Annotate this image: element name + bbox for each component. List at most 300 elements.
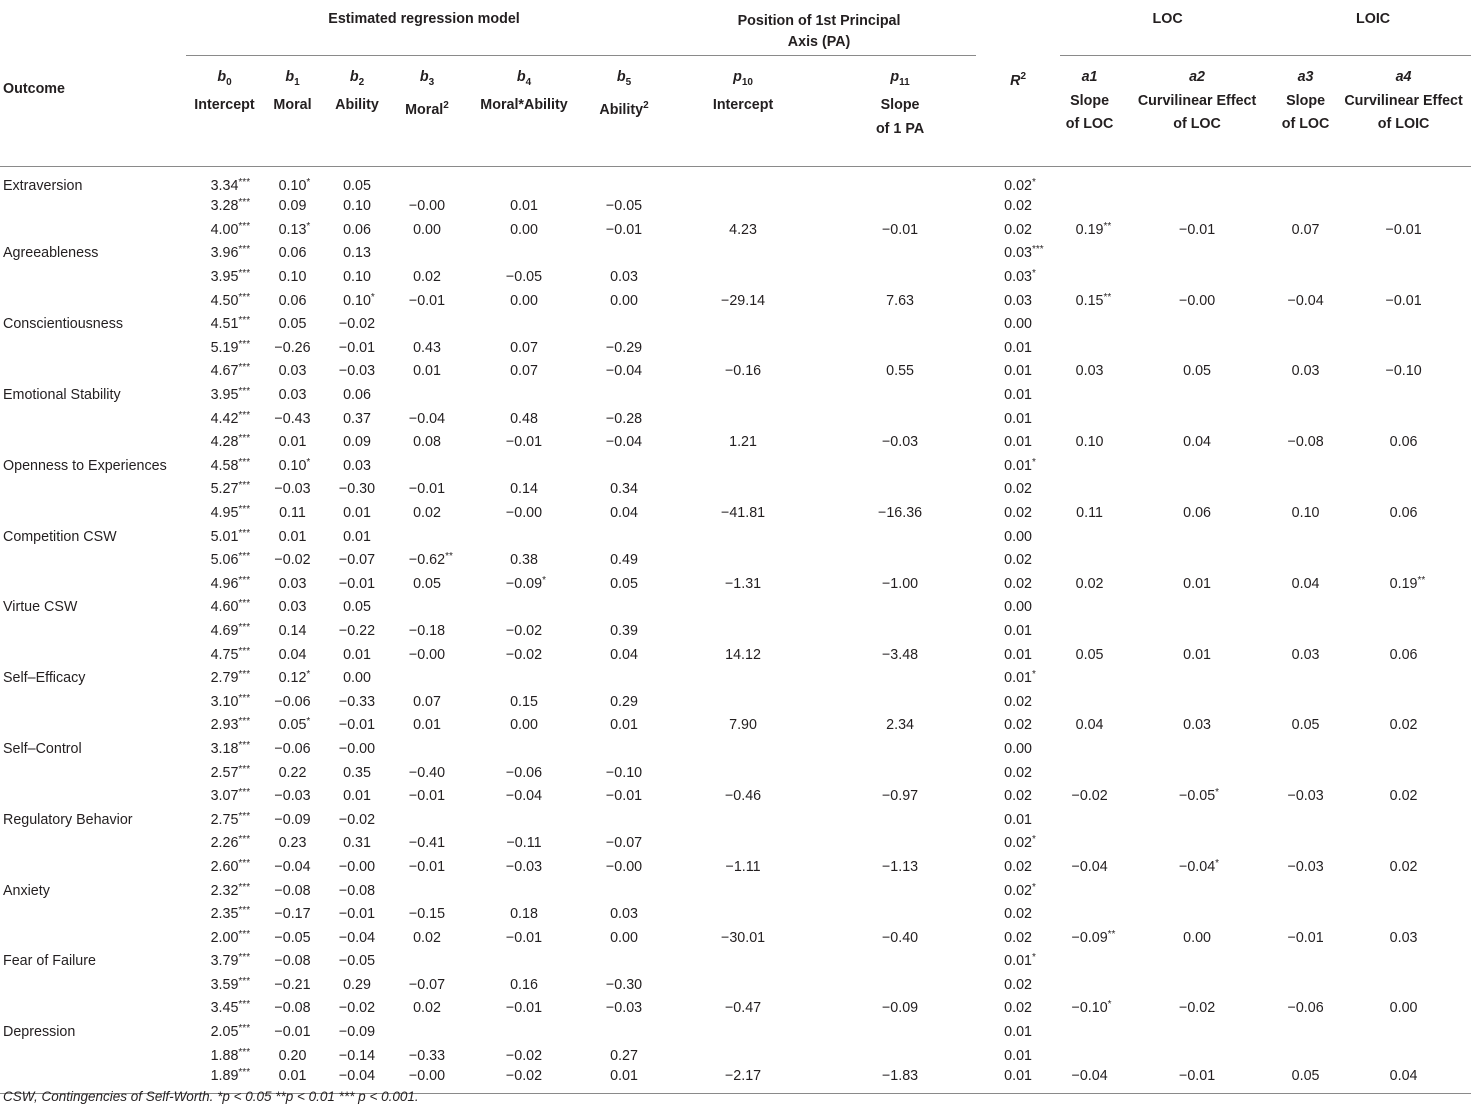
cell-value bbox=[413, 504, 441, 522]
cell-a3 bbox=[1275, 997, 1336, 1021]
cell-value bbox=[343, 787, 371, 805]
cell-number: 0.10 bbox=[278, 269, 307, 286]
cell-a1 bbox=[1060, 619, 1119, 643]
cell-value bbox=[339, 339, 375, 357]
cell-b3 bbox=[392, 265, 462, 289]
cell-a2 bbox=[1119, 997, 1275, 1021]
cell-value bbox=[506, 1047, 542, 1065]
cell-b5 bbox=[586, 195, 662, 219]
cell-a1 bbox=[1060, 430, 1119, 454]
cell-number: 0.27 bbox=[610, 1047, 638, 1064]
cell-number: 3.95 bbox=[210, 387, 239, 404]
cell-number: −2.17 bbox=[724, 1068, 762, 1085]
cell-value bbox=[510, 362, 538, 380]
cell-value bbox=[1004, 929, 1032, 947]
cell-b3 bbox=[392, 619, 462, 643]
table-row bbox=[0, 808, 1471, 832]
cell-value bbox=[279, 433, 307, 451]
cell-b0 bbox=[186, 360, 263, 384]
cell-value bbox=[510, 197, 538, 215]
cell-p11 bbox=[824, 997, 976, 1021]
cell-b4 bbox=[462, 666, 586, 690]
cell-value bbox=[506, 504, 542, 522]
cell-b2 bbox=[322, 997, 392, 1021]
cell-number: 0.29 bbox=[343, 976, 371, 993]
cell-p10 bbox=[662, 1044, 824, 1068]
cell-b2 bbox=[322, 619, 392, 643]
cell-a3 bbox=[1275, 166, 1336, 195]
cell-number: −0.00 bbox=[338, 858, 376, 875]
cell-number: −0.05 bbox=[1178, 788, 1216, 805]
cell-value bbox=[1004, 292, 1032, 310]
cell-p11 bbox=[824, 218, 976, 242]
cell-b3 bbox=[392, 808, 462, 832]
cell-value bbox=[409, 905, 445, 923]
cell-value bbox=[1390, 999, 1418, 1017]
cell-number: 4.69 bbox=[210, 622, 239, 639]
significance-marker: *** bbox=[238, 669, 251, 681]
cell-b2 bbox=[322, 218, 392, 242]
column-symbol-letter: R bbox=[1010, 73, 1021, 90]
cell-p11 bbox=[824, 501, 976, 525]
cell-number: 0.04 bbox=[1075, 717, 1104, 734]
cell-p11 bbox=[824, 832, 976, 856]
cell-value bbox=[1004, 787, 1032, 805]
cell-r2 bbox=[976, 666, 1060, 690]
cell-number: 0.00 bbox=[413, 221, 441, 238]
cell-b1 bbox=[263, 525, 322, 549]
cell-value bbox=[274, 858, 310, 876]
cell-value bbox=[343, 221, 371, 239]
cell-value bbox=[506, 646, 542, 664]
cell-b5 bbox=[586, 1044, 662, 1068]
cell-b5 bbox=[586, 289, 662, 313]
cell-value bbox=[1076, 575, 1104, 593]
cell-b4 bbox=[462, 808, 586, 832]
cell-b4 bbox=[462, 525, 586, 549]
cell-b1 bbox=[263, 784, 322, 808]
cell-number: −0.30 bbox=[338, 481, 376, 498]
cell-value bbox=[339, 1023, 375, 1041]
table-row bbox=[0, 166, 1471, 195]
cell-value bbox=[210, 527, 251, 546]
cell-value bbox=[882, 1067, 918, 1085]
cell-value bbox=[1004, 669, 1036, 687]
cell-b5 bbox=[586, 548, 662, 572]
outcome-label bbox=[0, 902, 186, 926]
cell-value bbox=[721, 929, 765, 947]
cell-r2 bbox=[976, 166, 1060, 195]
significance-marker: ** bbox=[1417, 574, 1426, 586]
cell-a4 bbox=[1336, 289, 1471, 313]
cell-b2 bbox=[322, 548, 392, 572]
cell-a2 bbox=[1119, 501, 1275, 525]
cell-number: 0.03 bbox=[1291, 646, 1320, 663]
cell-p10 bbox=[662, 950, 824, 974]
cell-value bbox=[1390, 787, 1418, 805]
cell-number: 0.01 bbox=[343, 528, 371, 545]
cell-b5 bbox=[586, 855, 662, 879]
cell-value bbox=[721, 504, 765, 522]
cell-value bbox=[210, 1023, 251, 1041]
cell-b3 bbox=[392, 926, 462, 950]
cell-number: −0.02 bbox=[505, 646, 543, 663]
cell-number: 0.05 bbox=[610, 575, 638, 592]
cell-r2 bbox=[976, 832, 1060, 856]
cell-value bbox=[274, 905, 310, 923]
cell-a4 bbox=[1336, 195, 1471, 219]
cell-b0 bbox=[186, 808, 263, 832]
cell-value bbox=[279, 834, 307, 852]
cell-value bbox=[1292, 1067, 1320, 1085]
table-row bbox=[0, 195, 1471, 219]
cell-value bbox=[510, 410, 538, 428]
cell-number: 2.05 bbox=[210, 1024, 239, 1041]
cell-b5 bbox=[586, 926, 662, 950]
cell-a3 bbox=[1275, 312, 1336, 336]
cell-value bbox=[1071, 858, 1107, 876]
cell-a2 bbox=[1119, 761, 1275, 785]
cell-value bbox=[279, 1067, 307, 1085]
cell-value bbox=[729, 716, 757, 734]
cell-number: 3.28 bbox=[210, 198, 239, 215]
cell-number: 0.00 bbox=[610, 929, 638, 946]
cell-value bbox=[210, 1067, 251, 1085]
column-description: Ability bbox=[335, 97, 379, 114]
significance-marker: *** bbox=[238, 621, 251, 633]
cell-value bbox=[1287, 787, 1323, 805]
column-symbol bbox=[1298, 69, 1314, 85]
cell-b4 bbox=[462, 195, 586, 219]
cell-b2 bbox=[322, 643, 392, 667]
cell-number: −0.01 bbox=[274, 1024, 311, 1041]
cell-a2 bbox=[1119, 666, 1275, 690]
cell-value bbox=[510, 551, 538, 569]
significance-marker: *** bbox=[238, 551, 251, 563]
cell-number: −0.09 bbox=[274, 811, 311, 828]
cell-number: −41.81 bbox=[720, 505, 766, 522]
cell-a2 bbox=[1119, 383, 1275, 407]
cell-a1 bbox=[1060, 1067, 1119, 1094]
cell-a1 bbox=[1060, 265, 1119, 289]
cell-a4 bbox=[1336, 902, 1471, 926]
column-symbol bbox=[217, 69, 232, 88]
column-header-b4 bbox=[462, 56, 586, 167]
cell-value bbox=[343, 268, 371, 286]
cell-b0 bbox=[186, 619, 263, 643]
significance-marker: *** bbox=[238, 645, 251, 657]
cell-a4 bbox=[1336, 784, 1471, 808]
column-header-b3 bbox=[392, 56, 462, 167]
cell-a4 bbox=[1336, 666, 1471, 690]
significance-marker: * bbox=[1031, 952, 1036, 964]
cell-number: 0.07 bbox=[510, 339, 538, 356]
cell-value bbox=[1292, 362, 1320, 380]
cell-number: 1.21 bbox=[729, 434, 757, 451]
cell-value bbox=[210, 952, 251, 970]
cell-b0 bbox=[186, 265, 263, 289]
cell-a1 bbox=[1060, 360, 1119, 384]
cell-number: −0.97 bbox=[881, 788, 919, 805]
cell-a2 bbox=[1119, 166, 1275, 195]
cell-value bbox=[506, 268, 542, 286]
cell-a3 bbox=[1275, 973, 1336, 997]
cell-b4 bbox=[462, 902, 586, 926]
cell-value bbox=[413, 716, 441, 734]
cell-p10 bbox=[662, 997, 824, 1021]
cell-r2 bbox=[976, 360, 1060, 384]
significance-marker: * bbox=[1107, 999, 1112, 1011]
cell-b1 bbox=[263, 218, 322, 242]
cell-value bbox=[1004, 433, 1032, 451]
cell-b1 bbox=[263, 289, 322, 313]
cell-b0 bbox=[186, 454, 263, 478]
table-row bbox=[0, 690, 1471, 714]
significance-marker: * bbox=[1215, 787, 1220, 799]
cell-a2 bbox=[1119, 548, 1275, 572]
significance-marker: ** bbox=[1103, 291, 1112, 303]
cell-a1 bbox=[1060, 166, 1119, 195]
cell-number: 0.02 bbox=[1004, 552, 1032, 569]
cell-value bbox=[606, 834, 642, 852]
cell-p10 bbox=[662, 289, 824, 313]
cell-b4 bbox=[462, 1044, 586, 1068]
cell-p10 bbox=[662, 336, 824, 360]
significance-marker: *** bbox=[238, 1023, 251, 1035]
cell-b2 bbox=[322, 383, 392, 407]
cell-value bbox=[1183, 716, 1211, 734]
cell-a1 bbox=[1060, 784, 1119, 808]
column-description: Curvilinear Effect bbox=[1344, 92, 1463, 109]
cell-number: −0.05 bbox=[338, 953, 376, 970]
cell-p10 bbox=[662, 832, 824, 856]
cell-b4 bbox=[462, 1067, 586, 1094]
cell-value bbox=[1292, 221, 1320, 239]
cell-number: −0.00 bbox=[408, 198, 446, 215]
cell-value bbox=[1004, 480, 1032, 498]
cell-number: −0.11 bbox=[506, 835, 542, 852]
cell-number: 0.03 bbox=[1004, 292, 1032, 309]
table-row bbox=[0, 265, 1471, 289]
cell-number: 0.03 bbox=[1075, 363, 1104, 380]
cell-number: 0.00 bbox=[1004, 316, 1032, 333]
column-header-a2 bbox=[1119, 56, 1275, 167]
cell-value bbox=[210, 220, 251, 239]
cell-number: 4.51 bbox=[210, 316, 239, 333]
cell-value bbox=[339, 480, 375, 498]
cell-value bbox=[725, 999, 761, 1017]
cell-number: −0.05 bbox=[505, 269, 543, 286]
cell-value bbox=[725, 362, 761, 380]
cell-number: 0.04 bbox=[1291, 575, 1320, 592]
cell-number: 0.01 bbox=[1004, 622, 1032, 639]
significance-marker: *** bbox=[238, 975, 251, 987]
cell-a2 bbox=[1119, 879, 1275, 903]
cell-number: −0.01 bbox=[408, 858, 446, 875]
cell-a1 bbox=[1060, 926, 1119, 950]
cell-value bbox=[1004, 386, 1032, 404]
cell-p11 bbox=[824, 312, 976, 336]
cell-a1 bbox=[1060, 336, 1119, 360]
significance-marker: *** bbox=[238, 952, 251, 964]
cell-number: 0.31 bbox=[343, 835, 371, 852]
cell-p11 bbox=[824, 902, 976, 926]
cell-a4 bbox=[1336, 950, 1471, 974]
cell-b3 bbox=[392, 997, 462, 1021]
cell-number: 3.34 bbox=[210, 177, 239, 194]
cell-value bbox=[606, 999, 642, 1017]
cell-value bbox=[606, 858, 642, 876]
cell-a3 bbox=[1275, 383, 1336, 407]
cell-a4 bbox=[1336, 336, 1471, 360]
cell-value bbox=[1292, 716, 1320, 734]
cell-number: −0.28 bbox=[605, 410, 643, 427]
column-symbol-letter: b bbox=[349, 69, 359, 85]
cell-value bbox=[886, 716, 914, 734]
cell-r2 bbox=[976, 714, 1060, 738]
cell-number: −0.06 bbox=[505, 764, 543, 781]
cell-a3 bbox=[1275, 525, 1336, 549]
cell-a1 bbox=[1060, 973, 1119, 997]
cell-p11 bbox=[824, 407, 976, 431]
cell-number: 5.01 bbox=[210, 528, 239, 545]
cell-b3 bbox=[392, 643, 462, 667]
significance-marker: *** bbox=[238, 480, 251, 492]
cell-a1 bbox=[1060, 643, 1119, 667]
column-symbol bbox=[616, 69, 632, 88]
cell-number: 0.09 bbox=[278, 198, 307, 215]
cell-value bbox=[210, 504, 251, 522]
outcome-label: Virtue CSW bbox=[3, 599, 78, 616]
cell-p10 bbox=[662, 690, 824, 714]
cell-p11 bbox=[824, 714, 976, 738]
cell-value bbox=[725, 787, 761, 805]
cell-number: 0.01 bbox=[278, 528, 307, 545]
cell-number: 0.02 bbox=[1389, 717, 1418, 734]
cell-value bbox=[279, 244, 307, 262]
cell-b2 bbox=[322, 242, 392, 266]
outcome-label bbox=[0, 478, 186, 502]
cell-value bbox=[413, 693, 441, 711]
cell-number: 0.04 bbox=[1389, 1068, 1418, 1085]
cell-number: 1.89 bbox=[210, 1068, 239, 1085]
cell-a1 bbox=[1060, 596, 1119, 620]
cell-number: 0.10 bbox=[343, 292, 371, 309]
cell-b1 bbox=[263, 879, 322, 903]
table-row bbox=[0, 336, 1471, 360]
cell-value bbox=[408, 551, 453, 569]
cell-value bbox=[1004, 339, 1032, 357]
cell-a2 bbox=[1119, 525, 1275, 549]
cell-number: −0.03 bbox=[274, 788, 311, 805]
cell-number: 0.01 bbox=[1004, 434, 1032, 451]
cell-number: 0.01 bbox=[1004, 457, 1032, 474]
cell-a1 bbox=[1060, 879, 1119, 903]
cell-number: −0.03 bbox=[605, 1000, 643, 1017]
cell-a4 bbox=[1336, 242, 1471, 266]
cell-value bbox=[339, 952, 375, 970]
cell-a4 bbox=[1336, 218, 1471, 242]
cell-number: 0.06 bbox=[1389, 434, 1418, 451]
cell-b3 bbox=[392, 242, 462, 266]
cell-number: −0.10 bbox=[1385, 363, 1422, 380]
cell-number: −0.01 bbox=[338, 339, 376, 356]
cell-number: 0.02 bbox=[1389, 858, 1418, 875]
cell-value bbox=[343, 177, 371, 195]
cell-b0 bbox=[186, 1044, 263, 1068]
cell-p11 bbox=[824, 950, 976, 974]
table-row bbox=[0, 525, 1471, 549]
cell-number: −0.07 bbox=[408, 976, 446, 993]
significance-marker: * bbox=[1215, 857, 1220, 869]
cell-number: 4.58 bbox=[210, 457, 239, 474]
cell-value bbox=[1179, 221, 1215, 239]
cell-p11 bbox=[824, 879, 976, 903]
cell-value bbox=[210, 716, 251, 734]
significance-marker: ** bbox=[1103, 220, 1112, 232]
cell-value bbox=[279, 575, 307, 593]
cell-value bbox=[339, 362, 375, 380]
column-symbol-subscript: 3 bbox=[428, 76, 435, 88]
cell-number: 3.79 bbox=[210, 953, 239, 970]
cell-number: 4.60 bbox=[210, 599, 239, 616]
cell-b2 bbox=[322, 1044, 392, 1068]
cell-r2 bbox=[976, 501, 1060, 525]
cell-number: 0.01 bbox=[1004, 670, 1032, 687]
cell-a4 bbox=[1336, 690, 1471, 714]
table-row bbox=[0, 1020, 1471, 1044]
cell-value bbox=[506, 858, 542, 876]
cell-value bbox=[610, 504, 638, 522]
cell-a3 bbox=[1275, 242, 1336, 266]
cell-b2 bbox=[322, 454, 392, 478]
cell-p10 bbox=[662, 714, 824, 738]
cell-b0 bbox=[186, 525, 263, 549]
cell-a2 bbox=[1119, 950, 1275, 974]
cell-a4 bbox=[1336, 166, 1471, 195]
cell-number: −29.14 bbox=[720, 292, 766, 309]
column-header-label: Outcome bbox=[3, 80, 65, 97]
table-row bbox=[0, 312, 1471, 336]
cell-number: −0.40 bbox=[881, 929, 919, 946]
column-symbol-letter: a2 bbox=[1189, 69, 1206, 85]
cell-value bbox=[1004, 410, 1032, 428]
cell-number: 2.34 bbox=[886, 717, 914, 734]
cell-number: 7.90 bbox=[729, 717, 757, 734]
cell-value bbox=[725, 646, 761, 664]
cell-b3 bbox=[392, 950, 462, 974]
cell-p11 bbox=[824, 643, 976, 667]
cell-number: −0.07 bbox=[605, 835, 643, 852]
cell-b4 bbox=[462, 454, 586, 478]
column-header-b0 bbox=[186, 56, 263, 167]
cell-a2 bbox=[1119, 289, 1275, 313]
cell-b1 bbox=[263, 973, 322, 997]
cell-value bbox=[339, 905, 375, 923]
cell-value bbox=[610, 716, 638, 734]
cell-value bbox=[506, 787, 542, 805]
cell-value bbox=[343, 433, 371, 451]
cell-value bbox=[210, 197, 251, 215]
cell-a4 bbox=[1336, 360, 1471, 384]
cell-value bbox=[506, 1067, 542, 1085]
outcome-label: Self–Control bbox=[3, 740, 82, 757]
cell-p10 bbox=[662, 407, 824, 431]
cell-a2 bbox=[1119, 1067, 1275, 1094]
cell-b2 bbox=[322, 336, 392, 360]
cell-b5 bbox=[586, 596, 662, 620]
cell-a1 bbox=[1060, 832, 1119, 856]
